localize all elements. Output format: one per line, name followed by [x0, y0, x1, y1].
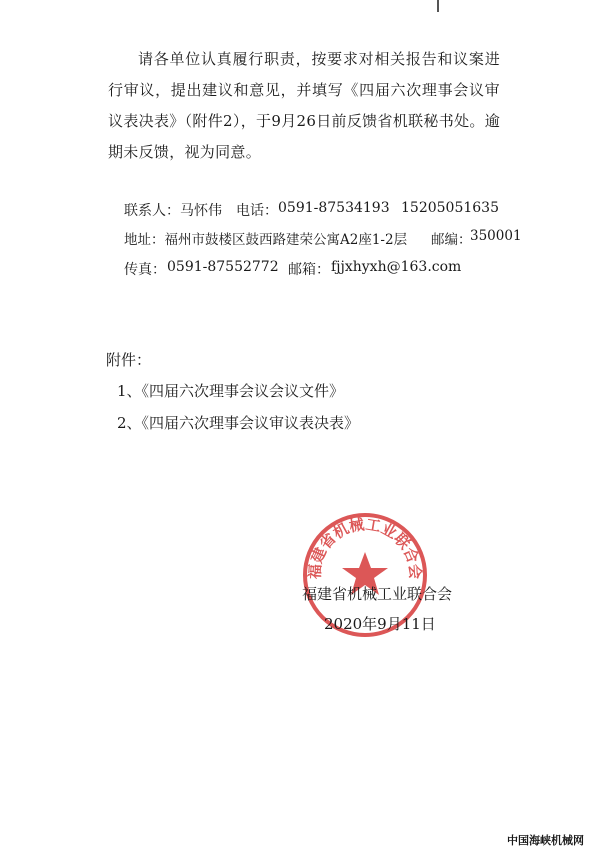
- signing-organization: 福建省机械工业联合会: [302, 585, 453, 603]
- phone-label: 电话：: [236, 203, 278, 219]
- fax-number: 0591-87552772: [167, 259, 279, 275]
- attachment-item: 2、《四届六次理事会议审议表决表》: [117, 414, 360, 432]
- signing-date: 2020年9月11日: [324, 615, 436, 633]
- site-watermark: 中国海峡机械网: [507, 834, 584, 847]
- attachments-title: 附件：: [106, 351, 152, 369]
- contact-person: 联系人：马怀伟: [124, 203, 222, 219]
- svg-text:福建省机械工业联合会: 福建省机械工业联合会: [305, 515, 425, 580]
- email-label: 邮箱：: [288, 262, 330, 278]
- postcode-label: 邮编：: [431, 232, 472, 248]
- scan-mark: [437, 0, 439, 12]
- phone-number-1: 0591-87534193: [278, 200, 390, 216]
- attachment-item: 1、《四届六次理事会议会议文件》: [117, 382, 345, 400]
- email-address: fjjxhyxh@163.com: [331, 259, 462, 275]
- fax-label: 传真：: [124, 262, 166, 278]
- postcode-value: 350001: [470, 228, 522, 244]
- address-line: 地址：福州市鼓楼区鼓西路建荣公寓A2座1-2层: [124, 232, 408, 248]
- phone-number-2: 15205051635: [401, 200, 499, 216]
- body-paragraph: 请各单位认真履行职责，按要求对相关报告和议案进行审议，提出建议和意见，并填写《四届六次理事会议审议表决表》（附件2），于9月26日前反馈省机联秘书处。逾期未反馈，视为同意。: [108, 50, 500, 161]
